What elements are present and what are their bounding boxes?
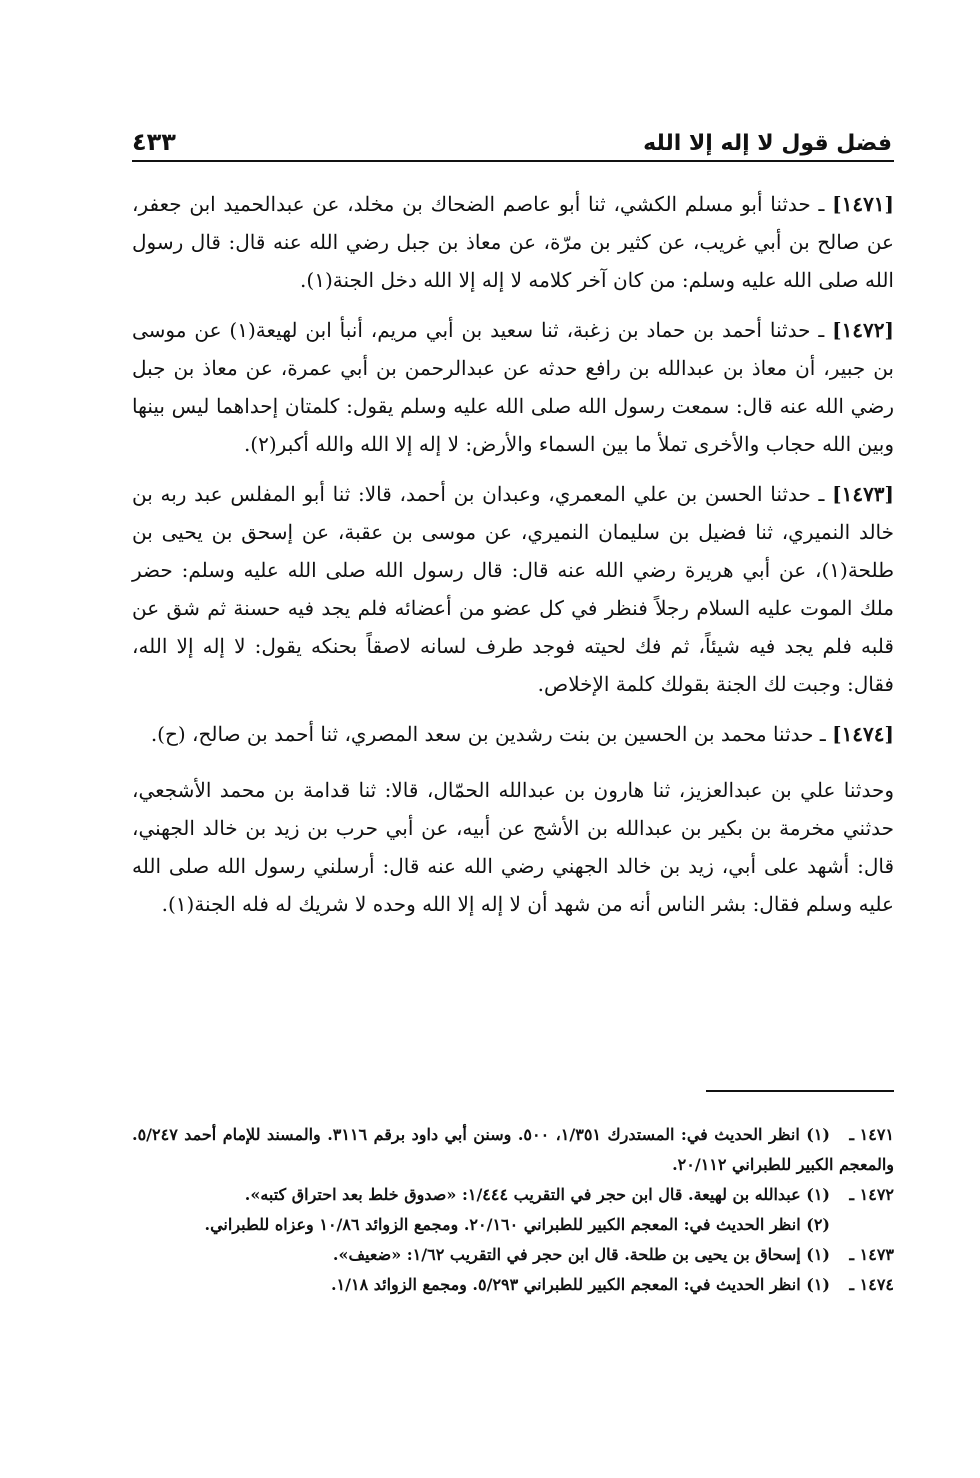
hadith-paragraph xyxy=(132,311,894,463)
footnote-text: (١) انظر الحديث في: المستدرك ١/٣٥١، ٥٠٠. وسنن أبي داود برقم ٣١١٦. والمسند للإمام أحمد ٥/٢٤٧. والمعجم الكبير للطبراني ٢٠/١١٢. xyxy=(132,1125,894,1174)
footnote xyxy=(132,1180,894,1210)
footnote xyxy=(132,1240,894,1270)
footnote-text: (٢) انظر الحديث في: المعجم الكبير للطبراني ٢٠/١٦٠. ومجمع الزوائد ١٠/٨٦ وعزاه للطبراني. xyxy=(204,1215,830,1234)
hadith-paragraph xyxy=(132,715,894,753)
footnote xyxy=(132,1210,894,1240)
hadith-paragraph xyxy=(132,475,894,703)
continuation-paragraph: وحدثنا علي بن عبدالعزيز، ثنا هارون بن عبدالله الحمّال، قالا: ثنا قدامة بن محمد الأشجعي، حدثني مخرمة بن بكير بن عبدالله بن الأشج عن أبيه، عن أبي حرب بن زيد بن خالد الجهني، قال: أشهد على أبي، زيد بن خالد الجهني رضي الله عنه قال: أرسلني رسول الله صلى الله عليه وسلم فقال: بشر الناس أنه من شهد أن لا إله إلا الله وحده لا شريك له فله الجنة(١). xyxy=(132,778,894,916)
chapter-title: فضل قول لا إله إلا الله xyxy=(643,131,892,156)
footnote-ref: ١٤٧١ ـ xyxy=(849,1125,894,1144)
footnotes xyxy=(132,1120,894,1300)
hadith-number: [١٤٧٢] xyxy=(832,318,894,342)
hadith-number: [١٤٧٣] xyxy=(832,482,895,506)
footnote-ref: ١٤٧٤ ـ xyxy=(849,1275,894,1294)
hadith-text: ـ حدثنا أبو مسلم الكشي، ثنا أبو عاصم الضحاك بن مخلد، عن عبدالحميد ابن جعفر، عن صالح بن أبي غريب، عن كثير بن مرّة، عن معاذ بن جبل رضي الله عنه قال: قال رسول الله صلى الله عليه وسلم: من كان آخر كلامه لا إله إلا الله دخل الجنة(١). xyxy=(132,192,894,292)
main-text xyxy=(132,185,894,935)
footnote-rule xyxy=(706,1090,894,1092)
running-head xyxy=(132,118,892,156)
hadith-text: ـ حدثنا الحسن بن علي المعمري، وعبدان بن أحمد، قالا: ثنا أبو المفلس عبد ربه بن خالد النميري، ثنا فضيل بن سليمان النميري، عن موسى بن عقبة، عن إسحق بن يحيى بن طلحة(١)، عن أبي هريرة رضي الله عنه قال: قال رسول الله صلى الله عليه وسلم: حضر ملك الموت عليه السلام رجلاً فنظر في كل عضو من أعضائه فلم يجد فيه حسنة ثم شق عن قلبه فلم يجد فيه شيئاً، ثم فك لحيته فوجد طرف لسانه لاصقاً بحنكه يقول: لا إله إلا الله، فقال: وجبت لك الجنة بقولك كلمة الإخلاص. xyxy=(132,482,894,696)
footnote-text: (١) انظر الحديث في: المعجم الكبير للطبراني ٥/٢٩٣. ومجمع الزوائد ١/١٨. xyxy=(330,1275,830,1294)
footnote xyxy=(132,1270,894,1300)
hadith-text: ـ حدثنا محمد بن الحسين بن بنت رشدين بن سعد المصري، ثنا أحمد بن صالح، (ح). xyxy=(150,722,826,746)
footnote-text: (١) عبدالله بن لهيعة. قال ابن حجر في التقريب ١/٤٤٤: «صدوق خلط بعد احتراق كتبه». xyxy=(244,1185,830,1204)
footnote-text: (١) إسحاق بن يحيى بن طلحة. قال ابن حجر في التقريب ١/٦٢: «ضعيف». xyxy=(332,1245,830,1264)
page-number: ٤٣٣ xyxy=(132,128,176,156)
footnote-ref: ١٤٧٢ ـ xyxy=(849,1185,894,1204)
header-rule xyxy=(132,160,894,162)
footnote-ref: ١٤٧٣ ـ xyxy=(849,1245,894,1264)
hadith-paragraph xyxy=(132,185,894,299)
footnote xyxy=(132,1120,894,1180)
hadith-number: [١٤٧١] xyxy=(832,192,895,216)
hadith-number: [١٤٧٤] xyxy=(832,722,894,746)
hadith-text: ـ حدثنا أحمد بن حماد بن زغبة، ثنا سعيد بن أبي مريم، أنبأ ابن لهيعة(١) عن موسى بن جبير، أن معاذ بن عبدالله بن رافع حدثه عن عبدالرحمن بن أبي عمرة، عن معاذ بن جبل رضي الله عنه قال: سمعت رسول الله صلى الله عليه وسلم يقول: كلمتان إحداهما ليس بينها وبين الله حجاب والأخرى تملأ ما بين السماء والأرض: لا إله إلا الله والله أكبر(٢). xyxy=(132,318,894,456)
